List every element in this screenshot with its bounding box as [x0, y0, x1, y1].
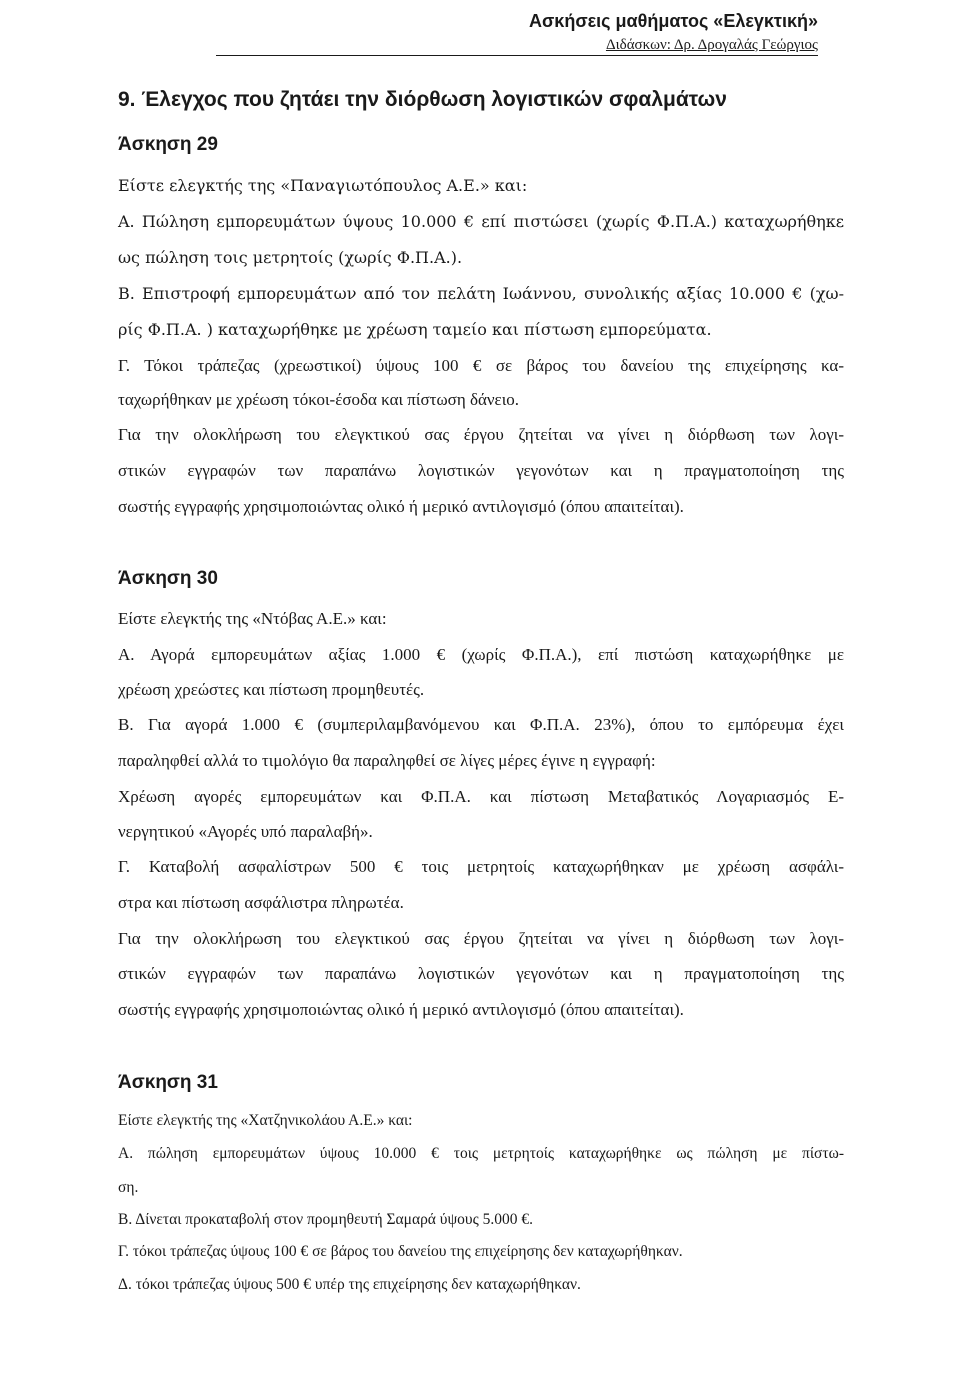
exercise-30-line: Β. Για αγορά 1.000 € (συμπεριλαμβανόμενου και Φ.Π.Α. 23%), όπου το εμπόρευμα έχει: [118, 715, 844, 734]
exercise-30-line: Γ. Καταβολή ασφαλίστρων 500 € τοις μετρητοίς καταχωρήθηκαν με χρέωση ασφάλι-: [118, 857, 844, 876]
exercise-29-line: Α. Πώληση εμπορευμάτων ύψους 10.000 € επί πιστώσει (χωρίς Φ.Π.Α.) καταχωρήθηκε: [118, 212, 844, 231]
page-header: [216, 10, 818, 56]
exercise-31-line: Δ. τόκοι τράπεζας ύψους 500 € υπέρ της επιχείρησης δεν καταχωρήθηκαν.: [118, 1276, 581, 1293]
exercise-29-line: Είστε ελεγκτής της «Παναγιωτόπουλος Α.Ε.» και:: [118, 176, 528, 195]
header-subtitle: [216, 35, 818, 56]
header-title: Ασκήσεις μαθήματος «Ελεγκτική»: [528, 11, 818, 31]
exercise-29-line: Για την ολοκλήρωση του ελεγκτικού σας έργου ζητείται να γίνει η διόρθωση των λογι-: [118, 425, 844, 444]
exercise-30-title: Άσκηση 30: [118, 568, 218, 589]
header-subtitle-text: Διδάσκων: Δρ. Δρογαλάς Γεώργιος: [605, 37, 818, 53]
section-title: 9. Έλεγχος που ζητάει την διόρθωση λογιστικών σφαλμάτων: [118, 88, 727, 111]
exercise-30-line: χρέωση χρεώστες και πίστωση προμηθευτές.: [118, 680, 425, 699]
exercise-30-line: παραληφθεί αλλά το τιμολόγιο θα παραληφθεί σε λίγες μέρες έγινε η εγγραφή:: [118, 751, 656, 770]
exercise-29-line: σωστής εγγραφής χρησιμοποιώντας ολικό ή μερικό αντιλογισμό (όπου απαιτείται).: [118, 497, 684, 516]
exercise-31-line: Είστε ελεγκτής της «Χατζηνικολάου Α.Ε.» και:: [118, 1112, 413, 1129]
exercise-31-line: Α. πώληση εμπορευμάτων ύψους 10.000 € τοις μετρητοίς καταχωρήθηκε ως πώληση με πίστω-: [118, 1145, 844, 1162]
exercise-30-line: στικών εγγραφών των παραπάνω λογιστικών γεγονότων και η πραγματοποίηση της: [118, 964, 844, 983]
exercise-29-line: ταχωρήθηκαν με χρέωση τόκοι-έσοδα και πίστωση δάνειο.: [118, 390, 520, 409]
exercise-30-line: Χρέωση αγορές εμπορευμάτων και Φ.Π.Α. και πίστωση Μεταβατικός Λογαριασμός Ε-: [118, 787, 844, 806]
exercise-29-line: Β. Επιστροφή εμπορευμάτων από τον πελάτη Ιωάννου, συνολικής αξίας 10.000 € (χω-: [118, 284, 844, 303]
exercise-31-title: Άσκηση 31: [118, 1072, 218, 1093]
exercise-30-line: Είστε ελεγκτής της «Ντόβας Α.Ε.» και:: [118, 609, 387, 628]
exercise-29-line: Γ. Τόκοι τράπεζας (χρεωστικοί) ύψους 100 € σε βάρος του δανείου της επιχείρησης κα-: [118, 356, 844, 375]
exercise-29-title: Άσκηση 29: [118, 134, 218, 155]
exercise-29-line: ρίς Φ.Π.Α. ) καταχωρήθηκε με χρέωση ταμείο και πίστωση εμπορεύματα.: [118, 320, 712, 339]
exercise-31-line: ση.: [118, 1179, 139, 1196]
exercise-29-line: στικών εγγραφών των παραπάνω λογιστικών γεγονότων και η πραγματοποίηση της: [118, 461, 844, 480]
exercise-31-line: Γ. τόκοι τράπεζας ύψους 100 € σε βάρος του δανείου της επιχείρησης δεν καταχωρήθηκαν.: [118, 1243, 683, 1260]
exercise-30-line: Α. Αγορά εμπορευμάτων αξίας 1.000 € (χωρίς Φ.Π.Α.), επί πιστώση καταχωρήθηκε με: [118, 645, 844, 664]
exercise-30-line: Για την ολοκλήρωση του ελεγκτικού σας έργου ζητείται να γίνει η διόρθωση των λογι-: [118, 929, 844, 948]
exercise-29-line: ως πώληση τοις μετρητοίς (χωρίς Φ.Π.Α.).: [118, 248, 463, 267]
exercise-30-line: στρα και πίστωση ασφάλιστρα πληρωτέα.: [118, 893, 404, 912]
exercise-30-line: σωστής εγγραφής χρησιμοποιώντας ολικό ή μερικό αντιλογισμό (όπου απαιτείται).: [118, 1000, 684, 1019]
exercise-30-line: νεργητικού «Αγορές υπό παραλαβή».: [118, 822, 373, 841]
exercise-31-line: Β. Δίνεται προκαταβολή στον προμηθευτή Σαμαρά ύψους 5.000 €.: [118, 1211, 533, 1228]
